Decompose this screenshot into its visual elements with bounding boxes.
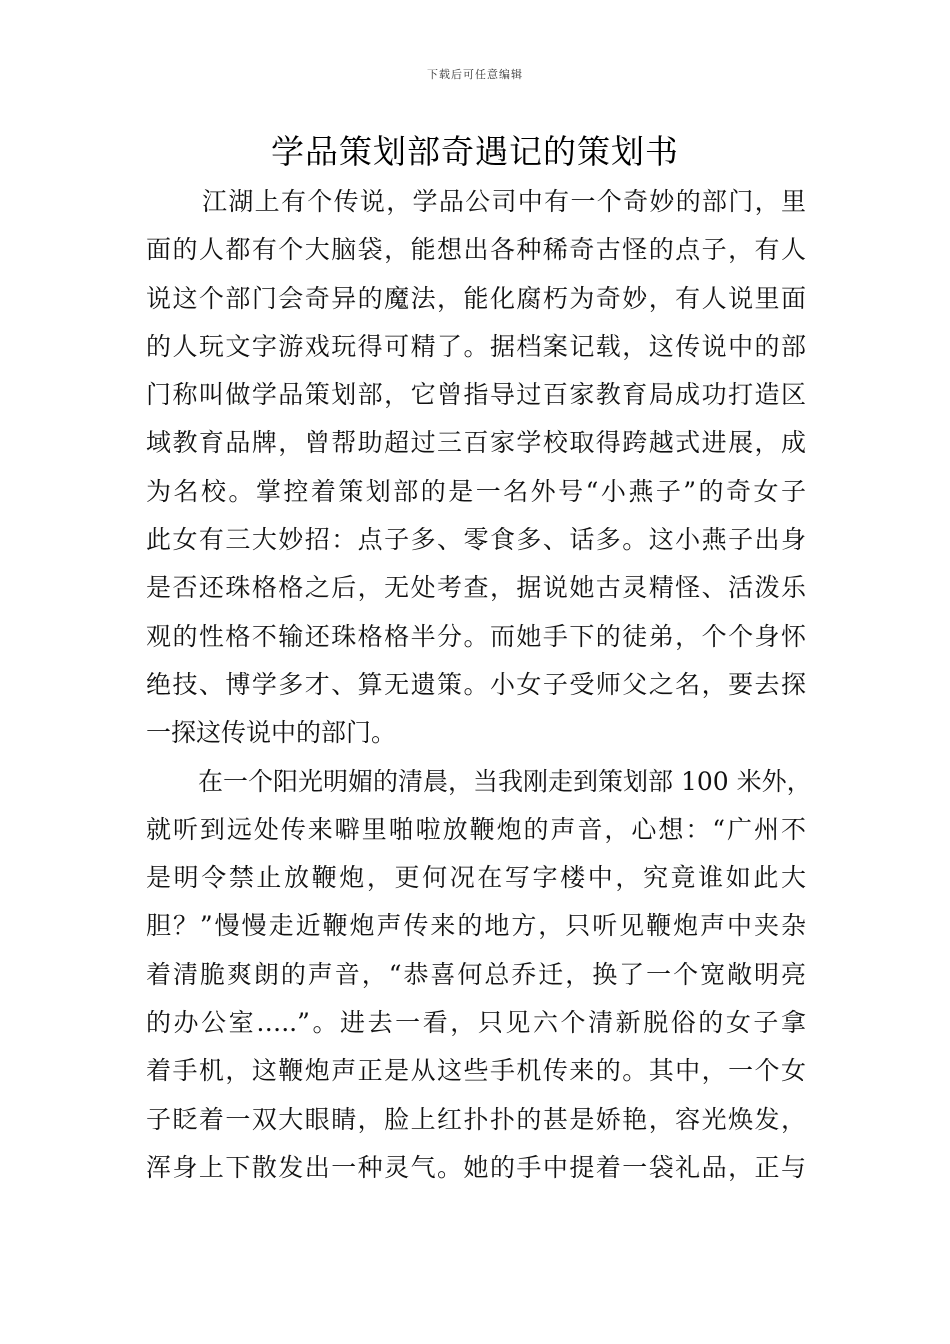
text-line: 浑身上下散发出一种灵气。她的手中提着一袋礼品，正与 [146,1152,806,1182]
text-line: 域教育品牌，曾帮助超过三百家学校取得跨越式进展，成 [146,428,806,458]
text-line: 的办公室…..”。进去一看，只见六个清新脱俗的女子拿 [146,1008,806,1038]
text-line: 是明令禁止放鞭炮，更何况在写字楼中，究竟谁如此大 [146,863,806,893]
text-line: 着手机，这鞭炮声正是从这些手机传来的。其中，一个女 [146,1056,806,1086]
paragraph-1 [146,178,806,758]
text-line: 在一个阳光明媚的清晨，当我刚走到策划部 100 米外， [198,766,812,796]
text-line: 此女有三大妙招：点子多、零食多、话多。这小燕子出身 [146,525,806,555]
document-body [146,178,812,1192]
text-line: 江湖上有个传说，学品公司中有一个奇妙的部门，里 [202,187,806,216]
text-line: 的人玩文字游戏玩得可精了。据档案记载，这传说中的部 [146,331,806,361]
text-line: 面的人都有个大脑袋，能想出各种稀奇古怪的点子，有人 [146,235,806,265]
document-title: 学品策划部奇遇记的策划书 [271,132,679,171]
header-note: 下载后可任意编辑 [427,68,523,81]
text-line: 一探这传说中的部门。 [146,718,397,748]
text-line: 就听到远处传来噼里啪啦放鞭炮的声音，心想：“广州不 [146,814,806,844]
text-line: 说这个部门会奇异的魔法，能化腐朽为奇妙，有人说里面 [146,283,806,313]
text-line: 胆？”慢慢走近鞭炮声传来的地方，只听见鞭炮声中夹杂 [146,911,806,941]
text-line: 绝技、博学多才、算无遗策。小女子受师父之名，要去探 [146,669,806,699]
text-line: 门称叫做学品策划部，它曾指导过百家教育局成功打造区 [146,380,806,410]
paragraph-2 [146,758,812,1193]
text-line: 是否还珠格格之后，无处考查，据说她古灵精怪、活泼乐 [146,573,806,603]
text-line: 着清脆爽朗的声音，“恭喜何总乔迁，换了一个宽敞明亮 [146,959,806,989]
text-line: 为名校。掌控着策划部的是一名外号“小燕子”的奇女子 [146,476,806,506]
text-line: 子眨着一双大眼睛，脸上红扑扑的甚是娇艳，容光焕发， [146,1104,806,1134]
text-line: 观的性格不输还珠格格半分。而她手下的徒弟，个个身怀 [146,621,806,651]
